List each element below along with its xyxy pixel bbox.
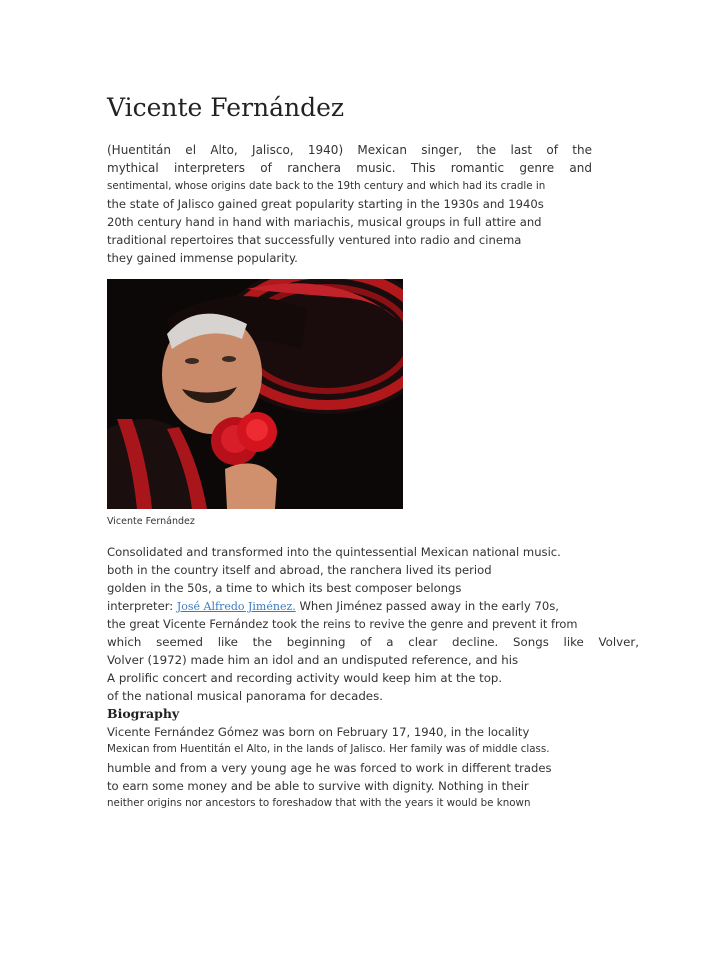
section-heading: Biography <box>107 706 180 721</box>
biography-line: humble and from a very young age he was forced to work in different trades <box>107 761 552 775</box>
body-line: A prolific concert and recording activity would keep him at the top. <box>107 671 503 685</box>
body-line: Consolidated and transformed into the quintessential Mexican national music. <box>107 545 561 559</box>
portrait-illustration <box>107 279 403 509</box>
body-text: When Jiménez passed away in the early 70s, <box>295 599 559 613</box>
biography-line: Vicente Fernández Gómez was born on February 17, 1940, in the locality <box>107 725 530 739</box>
portrait-photo <box>107 279 403 509</box>
intro-line: traditional repertoires that successfully ventured into radio and cinema <box>107 233 522 247</box>
body-line: both in the country itself and abroad, the ranchera lived its period <box>107 563 492 577</box>
page-title: Vicente Fernández <box>107 93 345 122</box>
intro-line: the state of Jalisco gained great popularity starting in the 1930s and 1940s <box>107 197 544 211</box>
body-line: the great Vicente Fernández took the reins to revive the genre and prevent it from <box>107 617 578 631</box>
intro-line: sentimental, whose origins date back to the 19th century and which had its cradle in <box>107 180 546 192</box>
body-line: golden in the 50s, a time to which its best composer belongs <box>107 581 462 595</box>
body-line: of the national musical panorama for decades. <box>107 689 383 703</box>
intro-line: 20th century hand in hand with mariachis, musical groups in full attire and <box>107 215 542 229</box>
intro-line: (Huentitán el Alto, Jalisco, 1940) Mexican singer, the last of the <box>107 143 592 157</box>
body-line: which seemed like the beginning of a clear decline. Songs like Volver, <box>107 635 639 649</box>
biography-line: Mexican from Huentitán el Alto, in the lands of Jalisco. Her family was of middle class. <box>107 743 550 755</box>
body-line-with-link <box>107 599 559 613</box>
composer-link[interactable]: José Alfredo Jiménez. <box>176 600 296 613</box>
intro-line: they gained immense popularity. <box>107 251 298 265</box>
intro-line: mythical interpreters of ranchera music. This romantic genre and <box>107 161 592 175</box>
photo-caption: Vicente Fernández <box>107 516 195 527</box>
biography-line: neither origins nor ancestors to foreshadow that with the years it would be known <box>107 797 531 809</box>
body-text: interpreter: <box>107 599 177 613</box>
biography-line: to earn some money and be able to survive with dignity. Nothing in their <box>107 779 529 793</box>
body-line: Volver (1972) made him an idol and an undisputed reference, and his <box>107 653 519 667</box>
